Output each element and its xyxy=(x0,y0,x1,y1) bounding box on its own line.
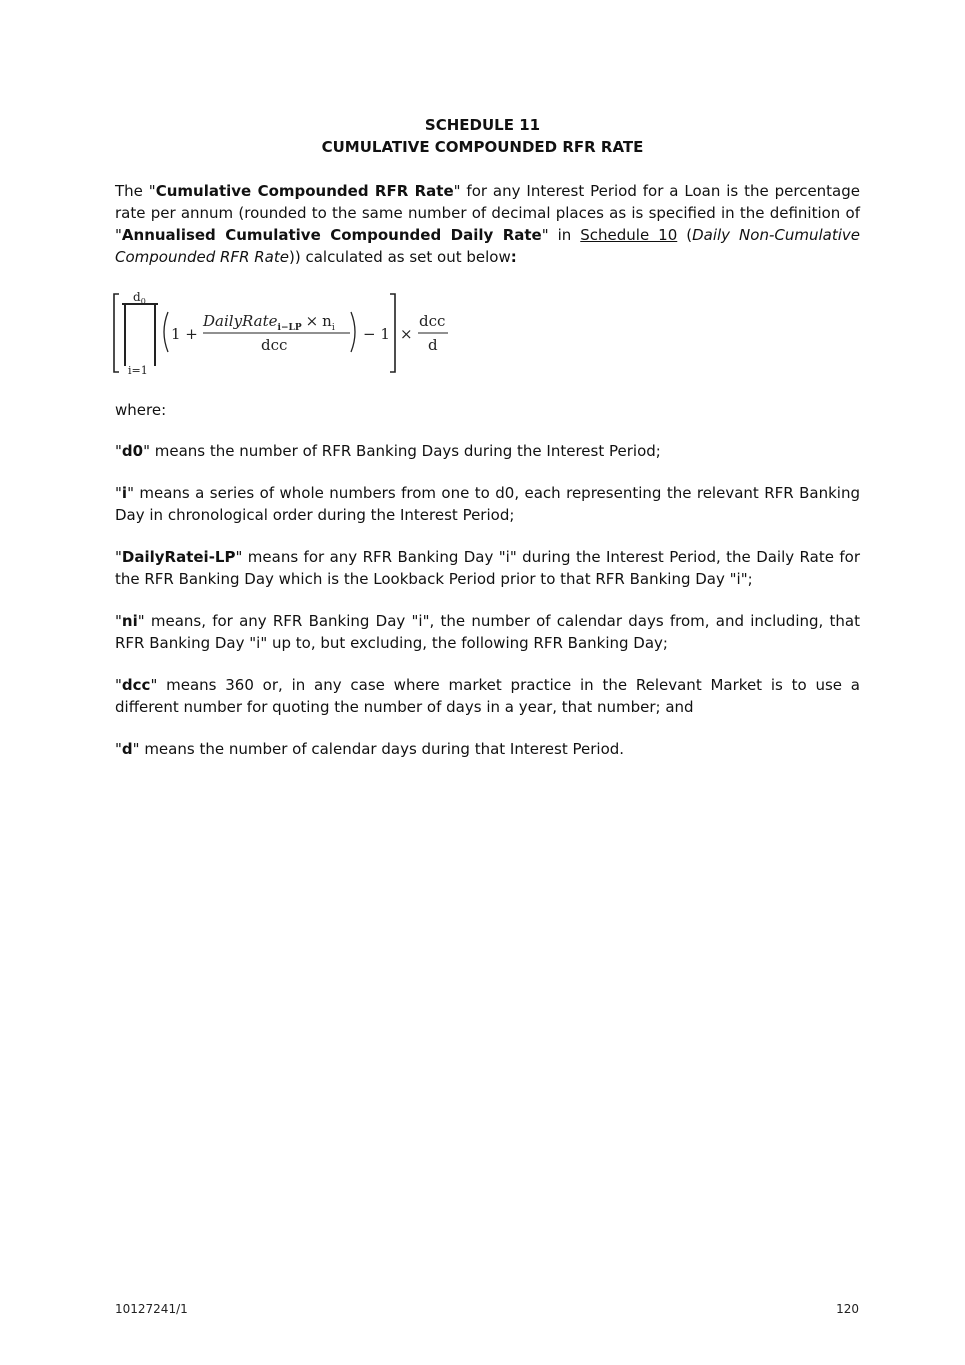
compounding-formula xyxy=(110,288,460,378)
definition-text: " means a series of whole numbers from one to d0, each representing the relevant RFR Banking Day in chronological order during the Interest Period; xyxy=(115,484,860,524)
schedule-reference: Schedule 10 xyxy=(580,226,678,244)
intro-text: " in xyxy=(541,226,581,244)
intro-text: " for any Interest Period for a Loan is the percentage rate per annum (rounded to the same number of decimal places as is specified in the definition of " xyxy=(115,182,860,244)
product-upper-limit: $d_0$ xyxy=(133,290,146,306)
definition-text: " means the number of RFR Banking Days during the Interest Period; xyxy=(143,442,661,460)
outer-fraction-denominator: d xyxy=(428,336,438,354)
definition-text: " means, for any RFR Banking Day "i", the number of calendar days from, and including, that RFR Banking Day "i" up to, but excluding, the following RFR Banking Day; xyxy=(115,612,860,652)
minus-one: − 1 xyxy=(363,325,390,343)
right-paren xyxy=(351,312,355,352)
fraction-numerator: DailyRate$_{i-LP}$ × $n_i$ xyxy=(203,312,335,333)
left-paren xyxy=(164,312,168,352)
page-number: 120 xyxy=(836,1302,859,1316)
schedule-number: SCHEDULE 11 xyxy=(424,116,541,134)
definition-dcc: "dcc" means 360 or, in any case where market practice in the Relevant Market is to use a different number for quoting the number of days in a year, that number; and xyxy=(115,676,860,716)
where-label: where: xyxy=(115,401,167,419)
intro-text: )) calculated as set out below xyxy=(288,248,511,266)
definition-term: d0 xyxy=(121,442,144,460)
definition-text: " means 360 or, in any case where market practice in the Relevant Market is to use a different number for quoting the number of days in a year, that number; and xyxy=(115,676,860,716)
schedule-name: Daily Non-Cumulative Compounded RFR Rate xyxy=(115,226,860,266)
definition-term: d xyxy=(121,740,133,758)
definition-text: " means for any RFR Banking Day "i" during the Interest Period, the Daily Rate for the RFR Banking Day which is the Lookback Period prior to that RFR Banking Day "i"; xyxy=(115,548,860,588)
definition-term: i xyxy=(121,484,128,502)
defined-term: Annualised Cumulative Compounded Daily Rate xyxy=(121,226,542,244)
definition-text: " means the number of calendar days during that Interest Period. xyxy=(132,740,625,758)
intro-paragraph xyxy=(115,180,860,268)
definition-term: ni xyxy=(121,612,138,630)
intro-text: ( xyxy=(677,226,693,244)
right-bracket xyxy=(390,294,395,372)
outer-times: × xyxy=(400,325,413,343)
product-symbol xyxy=(122,304,158,366)
definition-dailyrate: "DailyRatei-LP" means for any RFR Banking Day "i" during the Interest Period, the Daily Rate for the RFR Banking Day which is the Lookback Period prior to that RFR Banking Day "i"; xyxy=(115,548,860,588)
definition-d: "d" means the number of calendar days during that Interest Period. xyxy=(115,740,625,758)
definition-term: dcc xyxy=(121,676,151,694)
schedule-title: CUMULATIVE COMPOUNDED RFR RATE xyxy=(321,138,644,156)
outer-fraction-numerator: dcc xyxy=(419,312,446,330)
intro-text: The " xyxy=(115,182,156,200)
document-id: 10127241/1 xyxy=(115,1302,188,1316)
definition-i: "i" means a series of whole numbers from one to d0, each representing the relevant RFR Banking Day in chronological order during the Interest Period; xyxy=(115,484,860,524)
definition-d0: "d0" means the number of RFR Banking Days during the Interest Period; xyxy=(115,442,661,460)
fraction-denominator: dcc xyxy=(261,336,288,354)
product-lower-limit: i=1 xyxy=(128,364,148,377)
one-plus: 1 + xyxy=(171,325,198,343)
intro-colon: : xyxy=(510,248,517,266)
definition-term: DailyRatei-LP xyxy=(121,548,236,566)
definition-ni: "ni" means, for any RFR Banking Day "i", the number of calendar days from, and including, that RFR Banking Day "i" up to, but excluding, the following RFR Banking Day; xyxy=(115,612,860,652)
left-bracket xyxy=(114,294,119,372)
defined-term: Cumulative Compounded RFR Rate xyxy=(155,182,454,200)
